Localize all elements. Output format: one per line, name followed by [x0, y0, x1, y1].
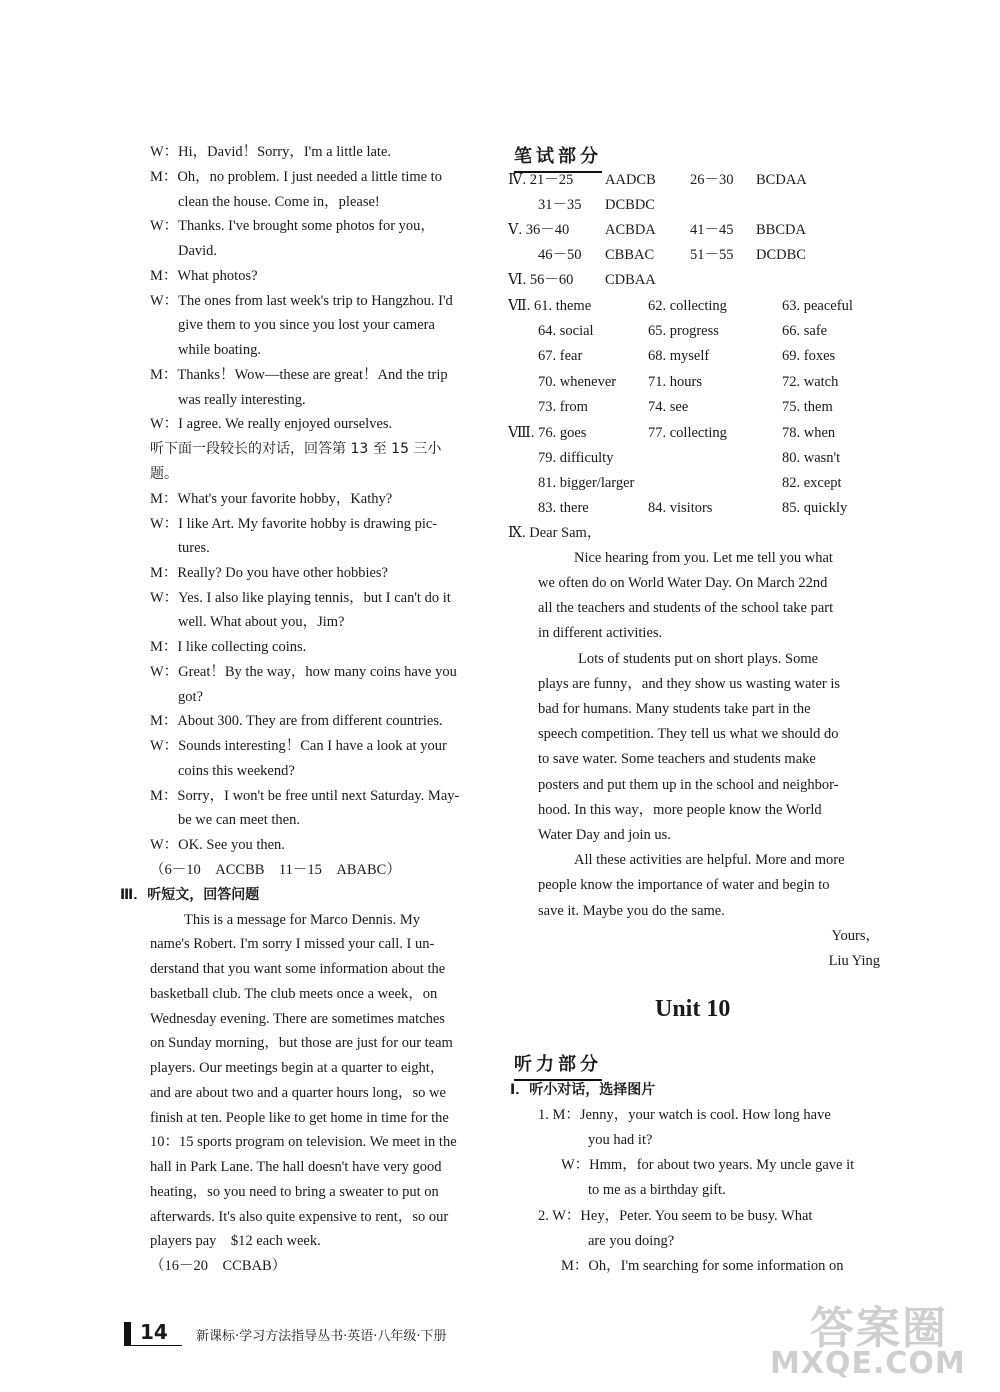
answer-item: 70. whenever — [538, 374, 617, 390]
letter-line: Nice hearing from you. Let me tell you what — [574, 550, 833, 566]
letter-line: plays are funny，and they show us wasting water is — [538, 676, 841, 692]
dialog-line: W：Thanks. I've brought some photos for you， — [150, 218, 435, 234]
letter-line: All these activities are helpful. More and more — [574, 852, 845, 868]
letter-signature: Liu Ying — [828, 953, 880, 969]
dialog-line: well. What about you，Jim? — [178, 614, 345, 630]
answer-item: 62. collecting — [648, 298, 727, 314]
passage-line: afterwards. It's also quite expensive to rent，so our — [150, 1209, 449, 1225]
letter-line: to save water. Some teachers and students make — [538, 751, 816, 767]
range-label: Ⅳ. 21－25 — [508, 172, 574, 188]
dialog-line: M：Sorry，I won't be free until next Saturday. May- — [150, 788, 460, 804]
passage-line: 10：15 sports program on television. We meet in the — [150, 1134, 457, 1150]
instruction-text: 听下面一段较长的对话，回答第 13 至 15 三小 — [150, 441, 442, 457]
dialog-line: W：I agree. We really enjoyed ourselves. — [150, 416, 393, 432]
answer-item: 63. peaceful — [782, 298, 853, 314]
dialog-line: coins this weekend? — [178, 763, 295, 779]
passage-line: basketball club. The club meets once a week，on — [150, 986, 438, 1002]
answer-item: 64. social — [538, 323, 594, 339]
dialog-line: M：Thanks！Wow—these are great！And the trip — [150, 367, 448, 383]
letter-line: in different activities. — [538, 625, 663, 641]
answer-item: 75. them — [782, 399, 833, 415]
answer-item: 71. hours — [648, 374, 702, 390]
dialog-line: W：Hmm，for about two years. My uncle gave it — [561, 1157, 855, 1173]
answer-item: 69. foxes — [782, 348, 836, 364]
dialog-line: 2. W：Hey，Peter. You seem to be busy. What — [538, 1208, 813, 1224]
listening-section-title: 听力部分 — [514, 1050, 602, 1076]
dialog-line: M：I like collecting coins. — [150, 639, 307, 655]
passage-line: This is a message for Marco Dennis. My — [184, 912, 420, 928]
range-label: 51－55 — [690, 247, 734, 263]
answer-item: 74. see — [648, 399, 689, 415]
letter-line: hood. In this way，more people know the World — [538, 802, 822, 818]
answer-item: 65. progress — [648, 323, 719, 339]
letter-line: Lots of students put on short plays. Some — [578, 651, 819, 667]
answer-value: CDBAA — [605, 272, 656, 288]
dialog-line: W：OK. See you then. — [150, 837, 285, 853]
passage-line: players pay $12 each week. — [150, 1233, 321, 1249]
dialog-line: got? — [178, 689, 203, 705]
watermark-url: MXQE.COM — [770, 1346, 966, 1381]
page-number: 14 — [140, 1320, 168, 1344]
watermark-logo — [770, 1292, 985, 1387]
answer-item: 83. there — [538, 500, 589, 516]
answer-item: 84. visitors — [648, 500, 713, 516]
dialog-line: M：Oh，no problem. I just needed a little time to — [150, 169, 442, 185]
letter-line: speech competition. They tell us what we should do — [538, 726, 839, 742]
answer-value: AADCB — [605, 172, 656, 188]
page-footer — [124, 1322, 544, 1344]
answer-item: 85. quickly — [782, 500, 848, 516]
answer-item: 68. myself — [648, 348, 710, 364]
passage-line: on Sunday morning，but those are just for our team — [150, 1035, 453, 1051]
letter-line: we often do on World Water Day. On March 22nd — [538, 575, 828, 591]
dialog-line: are you doing? — [588, 1233, 675, 1249]
dialog-line: W：Yes. I also like playing tennis，but I can't do it — [150, 590, 451, 606]
dialog-line: W：Sounds interesting！Can I have a look at your — [150, 738, 447, 754]
answer-item: 67. fear — [538, 348, 583, 364]
answer-item: 78. when — [782, 425, 836, 441]
passage-line: name's Robert. I'm sorry I missed your call. I un- — [150, 936, 435, 952]
passage-line: derstand that you want some information about the — [150, 961, 446, 977]
letter-line: Water Day and join us. — [538, 827, 671, 843]
letter-line: all the teachers and students of the school take part — [538, 600, 834, 616]
written-section-title: 笔试部分 — [514, 142, 602, 168]
section-heading: Ⅰ．听小对话，选择图片 — [510, 1082, 656, 1098]
dialog-line: M：About 300. They are from different countries. — [150, 713, 443, 729]
answer-item: 79. difficulty — [538, 450, 614, 466]
dialog-line: you had it? — [588, 1132, 653, 1148]
section-heading: Ⅲ．听短文，回答问题 — [120, 887, 260, 903]
passage-line: players. Our meetings begin at a quarter to eight， — [150, 1060, 445, 1076]
answer-key: （6－10 ACCBB 11－15 ABABC） — [150, 862, 401, 878]
passage-line: finish at ten. People like to get home in time for the — [150, 1110, 449, 1126]
answer-value: BBCDA — [756, 222, 806, 238]
answer-value: DCDBC — [756, 247, 806, 263]
letter-greeting: Ⅸ. Dear Sam， — [508, 525, 602, 541]
watermark-text: 答案圈 — [810, 1303, 948, 1354]
dialog-line: W：The ones from last week's trip to Hangzhou. I'd — [150, 293, 453, 309]
book-series-title: 新课标·学习方法指导丛书·英语·八年级·下册 — [196, 1329, 447, 1344]
passage-line: and are about two and a quarter hours long，so we — [150, 1085, 446, 1101]
answer-value: BCDAA — [756, 172, 807, 188]
dialog-line: M：What's your favorite hobby，Kathy? — [150, 491, 393, 507]
passage-line: hall in Park Lane. The hall doesn't have very good — [150, 1159, 442, 1175]
answer-item: 72. watch — [782, 374, 839, 390]
answer-item: 82. except — [782, 475, 842, 491]
letter-closing: Yours， — [831, 928, 880, 944]
range-label: Ⅴ. 36－40 — [508, 222, 570, 238]
passage-line: heating，so you need to bring a sweater to put on — [150, 1184, 439, 1200]
answer-key: （16－20 CCBAB） — [150, 1258, 287, 1274]
dialog-line: clean the house. Come in，please! — [178, 194, 380, 210]
letter-line: people know the importance of water and begin to — [538, 877, 830, 893]
answer-value: CBBAC — [605, 247, 655, 263]
dialog-line: W：Great！By the way，how many coins have you — [150, 664, 457, 680]
answer-value: ACBDA — [605, 222, 656, 238]
dialog-line: was really interesting. — [178, 392, 306, 408]
dialog-line: W：I like Art. My favorite hobby is drawing pic- — [150, 516, 438, 532]
dialog-line: 1. M：Jenny，your watch is cool. How long have — [538, 1107, 831, 1123]
range-label: Ⅵ. 56－60 — [508, 272, 574, 288]
answer-item: 80. wasn't — [782, 450, 841, 466]
range-label: 26－30 — [690, 172, 734, 188]
dialog-line: give them to you since you lost your camera — [178, 317, 435, 333]
answer-item: Ⅶ. 61. theme — [508, 298, 592, 314]
letter-line: save it. Maybe you do the same. — [538, 903, 725, 919]
dialog-line: to me as a birthday gift. — [588, 1182, 726, 1198]
answer-item: 81. bigger/larger — [538, 475, 635, 491]
dialog-line: be we can meet then. — [178, 812, 300, 828]
dialog-line: M：What photos? — [150, 268, 258, 284]
footer-rule — [124, 1345, 182, 1346]
dialog-line: tures. — [178, 540, 210, 556]
dialog-line: M：Really? Do you have other hobbies? — [150, 565, 388, 581]
dialog-line: while boating. — [178, 342, 261, 358]
dialog-line: M：Oh，I'm searching for some information on — [561, 1258, 844, 1274]
answer-item: 73. from — [538, 399, 588, 415]
passage-line: Wednesday evening. There are sometimes matches — [150, 1011, 445, 1027]
range-label: 31－35 — [538, 197, 582, 213]
letter-line: posters and put them up in the school and neighbor- — [538, 777, 839, 793]
dialog-line: David. — [178, 243, 218, 259]
answer-item: 66. safe — [782, 323, 828, 339]
footer-bar — [124, 1322, 131, 1346]
instruction-text: 题。 — [150, 466, 178, 482]
range-label: 46－50 — [538, 247, 582, 263]
dialog-line: W：Hi，David！Sorry，I'm a little late. — [150, 144, 392, 160]
answer-value: DCBDC — [605, 197, 655, 213]
letter-line: bad for humans. Many students take part in the — [538, 701, 811, 717]
unit-title: Unit 10 — [655, 996, 731, 1022]
answer-item: 77. collecting — [648, 425, 727, 441]
answer-item: Ⅷ. 76. goes — [508, 425, 587, 441]
range-label: 41－45 — [690, 222, 734, 238]
